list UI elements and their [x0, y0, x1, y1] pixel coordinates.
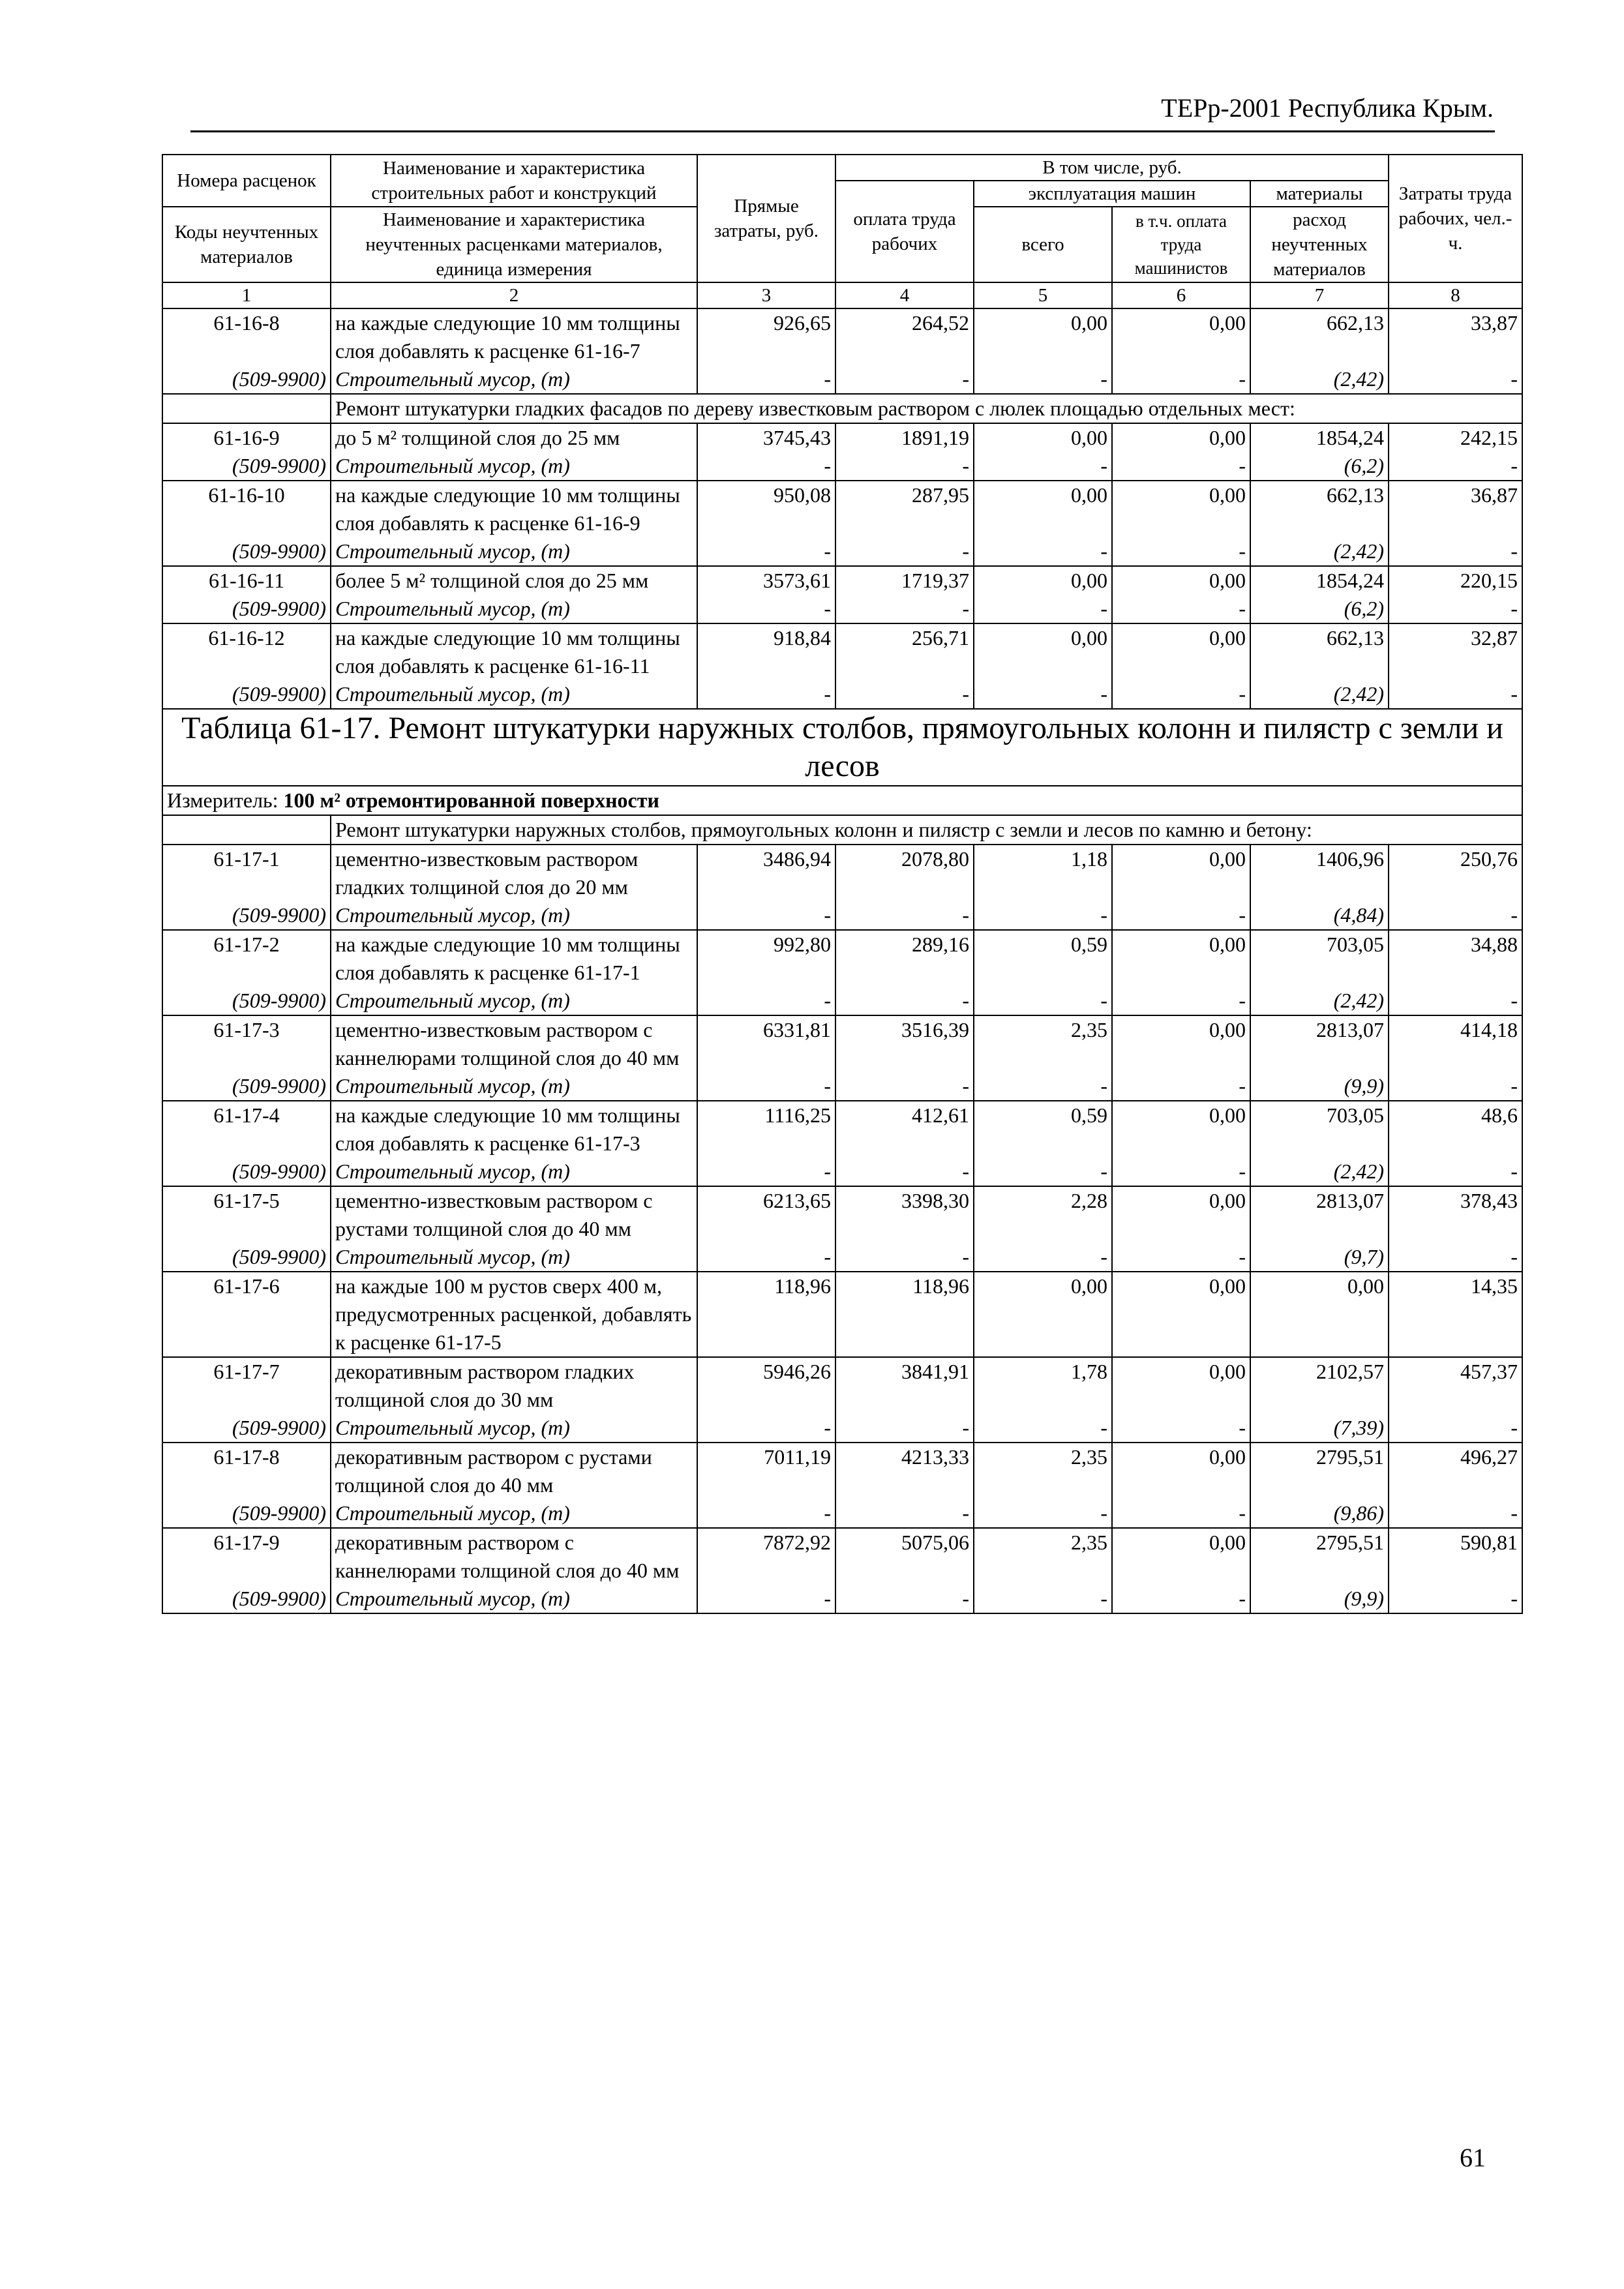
material-labor-pay: - — [835, 537, 974, 566]
table-row — [162, 308, 1522, 365]
material-rate-name: Строительный мусор, (т) — [331, 1585, 697, 1613]
material-machines-total: - — [974, 1585, 1112, 1613]
material-materials: (2,42) — [1250, 365, 1389, 394]
material-rate-name: Строительный мусор, (т) — [331, 1499, 697, 1528]
table-row — [162, 930, 1522, 987]
direct-cost: 5946,26 — [697, 1357, 835, 1414]
labor-hours: 34,88 — [1389, 930, 1522, 987]
material-rate-code: (509-9900) — [162, 595, 331, 623]
machines-total: 0,59 — [974, 1101, 1112, 1158]
material-machines-total: - — [974, 595, 1112, 623]
table-header — [162, 155, 1522, 308]
table-subrow — [162, 987, 1522, 1015]
table-row — [162, 423, 1522, 452]
rate-code: 61-16-10 — [162, 481, 331, 537]
material-machines-total: - — [974, 1414, 1112, 1443]
header-ekspluataciya: эксплуатация машин — [974, 181, 1250, 207]
material-labor-hours: - — [1389, 1158, 1522, 1186]
material-labor-pay: - — [835, 452, 974, 481]
table-subrow — [162, 1072, 1522, 1101]
rate-code: 61-17-6 — [162, 1272, 331, 1357]
table-subrow — [162, 901, 1522, 930]
machinist-pay: 0,00 — [1112, 566, 1250, 595]
machines-total: 0,00 — [974, 423, 1112, 452]
material-machinist-pay: - — [1112, 987, 1250, 1015]
col-number: 6 — [1112, 282, 1250, 308]
material-rate-code: (509-9900) — [162, 452, 331, 481]
material-labor-pay: - — [835, 595, 974, 623]
header-naimenovanie: Наименование и характеристика строительных работ и конструкций — [331, 155, 697, 207]
material-materials: (2,42) — [1250, 1158, 1389, 1186]
material-materials: (9,9) — [1250, 1585, 1389, 1613]
direct-cost: 6213,65 — [697, 1186, 835, 1243]
material-direct-cost: - — [697, 452, 835, 481]
rate-code: 61-16-8 — [162, 308, 331, 365]
table-row — [162, 845, 1522, 901]
material-rate-code: (509-9900) — [162, 1243, 331, 1272]
material-machines-total: - — [974, 365, 1112, 394]
material-rate-name: Строительный мусор, (т) — [331, 1072, 697, 1101]
measure — [162, 786, 1522, 815]
material-machines-total: - — [974, 987, 1112, 1015]
material-direct-cost: - — [697, 1414, 835, 1443]
material-rate-code: (509-9900) — [162, 365, 331, 394]
material-direct-cost: - — [697, 595, 835, 623]
material-labor-pay: - — [835, 987, 974, 1015]
rate-name: декоративным раствором с каннелюрами толщиной слоя до 40 мм — [331, 1528, 697, 1585]
labor-pay: 3398,30 — [835, 1186, 974, 1243]
material-labor-hours: - — [1389, 365, 1522, 394]
header-zatraty: Затраты труда рабочих, чел.-ч. — [1389, 155, 1522, 282]
rate-code: 61-17-7 — [162, 1357, 331, 1414]
material-rate-code: (509-9900) — [162, 987, 331, 1015]
labor-pay: 287,95 — [835, 481, 974, 537]
section-row — [162, 815, 1522, 845]
material-machines-total: - — [974, 901, 1112, 930]
material-rate-name: Строительный мусор, (т) — [331, 1243, 697, 1272]
machinist-pay: 0,00 — [1112, 930, 1250, 987]
materials: 2102,57 — [1250, 1357, 1389, 1414]
rate-name: цементно-известковым раствором с рустами толщиной слоя до 40 мм — [331, 1186, 697, 1243]
table-subrow — [162, 595, 1522, 623]
table-row — [162, 1272, 1522, 1357]
rate-name: на каждые следующие 10 мм толщины слоя добавлять к расценке 61-16-11 — [331, 623, 697, 680]
direct-cost: 7872,92 — [697, 1528, 835, 1585]
table-row — [162, 1015, 1522, 1072]
material-machinist-pay: - — [1112, 537, 1250, 566]
table-subrow — [162, 537, 1522, 566]
table-subrow — [162, 1585, 1522, 1613]
header-vsego: всего — [974, 207, 1112, 282]
labor-pay: 2078,80 — [835, 845, 974, 901]
materials: 2813,07 — [1250, 1015, 1389, 1072]
labor-pay: 5075,06 — [835, 1528, 974, 1585]
material-materials: (6,2) — [1250, 452, 1389, 481]
direct-cost: 1116,25 — [697, 1101, 835, 1158]
page-header: ТЕРр-2001 Республика Крым. — [1161, 93, 1494, 123]
material-materials: (2,42) — [1250, 987, 1389, 1015]
measure-label: Измеритель: — [167, 788, 278, 812]
material-machinist-pay: - — [1112, 1243, 1250, 1272]
machinist-pay: 0,00 — [1112, 1101, 1250, 1158]
labor-pay: 264,52 — [835, 308, 974, 365]
material-labor-hours: - — [1389, 1243, 1522, 1272]
material-machines-total: - — [974, 537, 1112, 566]
rate-code: 61-17-3 — [162, 1015, 331, 1072]
material-rate-code: (509-9900) — [162, 1158, 331, 1186]
material-machinist-pay: - — [1112, 365, 1250, 394]
machines-total: 0,00 — [974, 1272, 1112, 1357]
material-labor-hours: - — [1389, 1414, 1522, 1443]
material-rate-name: Строительный мусор, (т) — [331, 595, 697, 623]
section-row — [162, 394, 1522, 423]
material-labor-pay: - — [835, 680, 974, 709]
machines-total: 2,35 — [974, 1443, 1112, 1499]
material-rate-name: Строительный мусор, (т) — [331, 901, 697, 930]
material-labor-pay: - — [835, 1243, 974, 1272]
material-materials: (9,9) — [1250, 1072, 1389, 1101]
table-subrow — [162, 365, 1522, 394]
machines-total: 0,00 — [974, 308, 1112, 365]
direct-cost: 950,08 — [697, 481, 835, 537]
rate-name: на каждые следующие 10 мм толщины слоя добавлять к расценке 61-16-7 — [331, 308, 697, 365]
material-machinist-pay: - — [1112, 1158, 1250, 1186]
material-materials: (6,2) — [1250, 595, 1389, 623]
table-subrow — [162, 452, 1522, 481]
material-direct-cost: - — [697, 1585, 835, 1613]
machines-total: 1,78 — [974, 1357, 1112, 1414]
material-labor-hours: - — [1389, 1072, 1522, 1101]
material-labor-hours: - — [1389, 537, 1522, 566]
material-direct-cost: - — [697, 1499, 835, 1528]
machinist-pay: 0,00 — [1112, 423, 1250, 452]
section-title: Ремонт штукатурки гладких фасадов по дереву известковым раствором с люлек площадью отдельных мест: — [331, 394, 1522, 423]
material-labor-hours: - — [1389, 595, 1522, 623]
col-number: 3 — [697, 282, 835, 308]
table-subrow — [162, 1158, 1522, 1186]
material-rate-name: Строительный мусор, (т) — [331, 1414, 697, 1443]
table-row — [162, 566, 1522, 595]
table-row — [162, 1101, 1522, 1158]
material-machinist-pay: - — [1112, 1414, 1250, 1443]
material-labor-hours: - — [1389, 1499, 1522, 1528]
material-rate-code: (509-9900) — [162, 1072, 331, 1101]
materials: 2813,07 — [1250, 1186, 1389, 1243]
header-kody: Коды неучтенных материалов — [162, 207, 331, 282]
material-labor-pay: - — [835, 901, 974, 930]
machines-total: 2,28 — [974, 1186, 1112, 1243]
rate-name: на каждые следующие 10 мм толщины слоя добавлять к расценке 61-16-9 — [331, 481, 697, 537]
labor-pay: 289,16 — [835, 930, 974, 987]
material-labor-pay: - — [835, 1499, 974, 1528]
rate-code: 61-17-8 — [162, 1443, 331, 1499]
rate-code: 61-17-4 — [162, 1101, 331, 1158]
labor-pay: 1891,19 — [835, 423, 974, 452]
material-direct-cost: - — [697, 537, 835, 566]
machinist-pay: 0,00 — [1112, 845, 1250, 901]
material-machines-total: - — [974, 1158, 1112, 1186]
labor-hours: 32,87 — [1389, 623, 1522, 680]
rate-code: 61-17-9 — [162, 1528, 331, 1585]
direct-cost: 3573,61 — [697, 566, 835, 595]
material-direct-cost: - — [697, 1158, 835, 1186]
material-materials: (2,42) — [1250, 680, 1389, 709]
materials: 662,13 — [1250, 308, 1389, 365]
machinist-pay: 0,00 — [1112, 1357, 1250, 1414]
rate-name: до 5 м² толщиной слоя до 25 мм — [331, 423, 697, 452]
rate-code: 61-16-9 — [162, 423, 331, 452]
table-body — [162, 308, 1522, 1613]
header-nomera: Номера расценок — [162, 155, 331, 207]
labor-pay: 118,96 — [835, 1272, 974, 1357]
section-spacer — [162, 394, 331, 423]
machinist-pay: 0,00 — [1112, 1528, 1250, 1585]
materials: 1406,96 — [1250, 845, 1389, 901]
machines-total: 0,59 — [974, 930, 1112, 987]
table-row — [162, 1186, 1522, 1243]
material-machinist-pay: - — [1112, 1072, 1250, 1101]
material-rate-name: Строительный мусор, (т) — [331, 452, 697, 481]
labor-pay: 3516,39 — [835, 1015, 974, 1072]
machines-total: 0,00 — [974, 566, 1112, 595]
material-direct-cost: - — [697, 987, 835, 1015]
machines-total: 2,35 — [974, 1015, 1112, 1072]
table-row — [162, 1443, 1522, 1499]
material-direct-cost: - — [697, 1072, 835, 1101]
materials: 1854,24 — [1250, 423, 1389, 452]
material-direct-cost: - — [697, 680, 835, 709]
material-rate-code: (509-9900) — [162, 901, 331, 930]
col-number: 5 — [974, 282, 1112, 308]
rates-table — [162, 154, 1523, 1614]
material-materials: (9,7) — [1250, 1243, 1389, 1272]
material-direct-cost: - — [697, 365, 835, 394]
material-materials: (4,84) — [1250, 901, 1389, 930]
material-labor-pay: - — [835, 1158, 974, 1186]
material-rate-code: (509-9900) — [162, 1414, 331, 1443]
table-subrow — [162, 680, 1522, 709]
rate-name: цементно-известковым раствором с каннелюрами толщиной слоя до 40 мм — [331, 1015, 697, 1072]
rate-name: более 5 м² толщиной слоя до 25 мм — [331, 566, 697, 595]
material-materials: (2,42) — [1250, 537, 1389, 566]
direct-cost: 118,96 — [697, 1272, 835, 1357]
measure-row — [162, 786, 1522, 815]
material-labor-hours: - — [1389, 987, 1522, 1015]
machinist-pay: 0,00 — [1112, 1272, 1250, 1357]
table-row — [162, 481, 1522, 537]
section-spacer — [162, 815, 331, 845]
machines-total: 1,18 — [974, 845, 1112, 901]
material-rate-name: Строительный мусор, (т) — [331, 365, 697, 394]
header-materialy: материалы — [1250, 181, 1389, 207]
material-rate-name: Строительный мусор, (т) — [331, 987, 697, 1015]
material-machines-total: - — [974, 680, 1112, 709]
direct-cost: 3745,43 — [697, 423, 835, 452]
table-subrow — [162, 1499, 1522, 1528]
header-vtch: в т.ч. оплата труда машинистов — [1112, 207, 1250, 282]
col-number: 7 — [1250, 282, 1389, 308]
header-rule — [190, 130, 1495, 132]
table-row — [162, 1528, 1522, 1585]
machinist-pay: 0,00 — [1112, 1443, 1250, 1499]
header-oplata: оплата труда рабочих — [835, 181, 974, 282]
table-row — [162, 623, 1522, 680]
col-number: 1 — [162, 282, 331, 308]
materials: 703,05 — [1250, 1101, 1389, 1158]
labor-hours: 414,18 — [1389, 1015, 1522, 1072]
material-rate-name: Строительный мусор, (т) — [331, 1158, 697, 1186]
labor-hours: 457,37 — [1389, 1357, 1522, 1414]
table-row — [162, 1357, 1522, 1414]
section-title: Ремонт штукатурки наружных столбов, прямоугольных колонн и пилястр с земли и лесов по камню и бетону: — [331, 815, 1522, 845]
material-labor-pay: - — [835, 1414, 974, 1443]
direct-cost: 918,84 — [697, 623, 835, 680]
header-rashod: расход неучтенных материалов — [1250, 207, 1389, 282]
material-rate-name: Строительный мусор, (т) — [331, 680, 697, 709]
table-subrow — [162, 1243, 1522, 1272]
labor-hours: 14,35 — [1389, 1272, 1522, 1357]
material-direct-cost: - — [697, 1243, 835, 1272]
materials: 2795,51 — [1250, 1443, 1389, 1499]
rate-code: 61-17-1 — [162, 845, 331, 901]
materials: 703,05 — [1250, 930, 1389, 987]
material-machinist-pay: - — [1112, 595, 1250, 623]
material-labor-pay: - — [835, 1585, 974, 1613]
materials: 662,13 — [1250, 623, 1389, 680]
material-labor-hours: - — [1389, 680, 1522, 709]
material-labor-pay: - — [835, 1072, 974, 1101]
page-number: 61 — [1460, 2143, 1486, 2172]
rate-name: на каждые следующие 10 мм толщины слоя добавлять к расценке 61-17-1 — [331, 930, 697, 987]
rate-name: декоративным раствором с рустами толщиной слоя до 40 мм — [331, 1443, 697, 1499]
direct-cost: 7011,19 — [697, 1443, 835, 1499]
machines-total: 2,35 — [974, 1528, 1112, 1585]
material-materials: (7,39) — [1250, 1414, 1389, 1443]
material-rate-name: Строительный мусор, (т) — [331, 537, 697, 566]
material-direct-cost: - — [697, 901, 835, 930]
material-labor-hours: - — [1389, 901, 1522, 930]
material-materials: (9,86) — [1250, 1499, 1389, 1528]
labor-hours: 250,76 — [1389, 845, 1522, 901]
direct-cost: 6331,81 — [697, 1015, 835, 1072]
labor-hours: 590,81 — [1389, 1528, 1522, 1585]
machinist-pay: 0,00 — [1112, 308, 1250, 365]
material-machines-total: - — [974, 1243, 1112, 1272]
machinist-pay: 0,00 — [1112, 623, 1250, 680]
materials: 1854,24 — [1250, 566, 1389, 595]
header-pryamye: Прямые затраты, руб. — [697, 155, 835, 282]
labor-hours: 33,87 — [1389, 308, 1522, 365]
material-labor-hours: - — [1389, 452, 1522, 481]
rate-code: 61-16-12 — [162, 623, 331, 680]
material-rate-code: (509-9900) — [162, 1585, 331, 1613]
direct-cost: 3486,94 — [697, 845, 835, 901]
rate-name: на каждые 100 м рустов сверх 400 м, предусмотренных расценкой, добавлять к расценке 61-17-5 — [331, 1272, 697, 1357]
labor-hours: 220,15 — [1389, 566, 1522, 595]
labor-pay: 412,61 — [835, 1101, 974, 1158]
col-number: 8 — [1389, 282, 1522, 308]
header-naim-neucht: Наименование и характеристика неучтенных расценками материалов, единица измерения — [331, 207, 697, 282]
materials: 0,00 — [1250, 1272, 1389, 1357]
material-labor-pay: - — [835, 365, 974, 394]
labor-hours: 48,6 — [1389, 1101, 1522, 1158]
material-rate-code: (509-9900) — [162, 680, 331, 709]
labor-pay: 4213,33 — [835, 1443, 974, 1499]
rate-code: 61-16-11 — [162, 566, 331, 595]
machinist-pay: 0,00 — [1112, 481, 1250, 537]
machines-total: 0,00 — [974, 623, 1112, 680]
direct-cost: 926,65 — [697, 308, 835, 365]
labor-hours: 36,87 — [1389, 481, 1522, 537]
rate-code: 61-17-5 — [162, 1186, 331, 1243]
header-v-tom-chisle: В том числе, руб. — [835, 155, 1389, 181]
labor-pay: 256,71 — [835, 623, 974, 680]
material-machines-total: - — [974, 452, 1112, 481]
materials: 662,13 — [1250, 481, 1389, 537]
material-machinist-pay: - — [1112, 1499, 1250, 1528]
labor-pay: 3841,91 — [835, 1357, 974, 1414]
labor-hours: 496,27 — [1389, 1443, 1522, 1499]
material-machinist-pay: - — [1112, 680, 1250, 709]
material-rate-code: (509-9900) — [162, 1499, 331, 1528]
labor-pay: 1719,37 — [835, 566, 974, 595]
material-rate-code: (509-9900) — [162, 537, 331, 566]
rate-name: декоративным раствором гладких толщиной слоя до 30 мм — [331, 1357, 697, 1414]
material-machinist-pay: - — [1112, 1585, 1250, 1613]
col-number: 4 — [835, 282, 974, 308]
labor-hours: 242,15 — [1389, 423, 1522, 452]
table-subrow — [162, 1414, 1522, 1443]
rate-name: цементно-известковым раствором гладких толщиной слоя до 20 мм — [331, 845, 697, 901]
material-machines-total: - — [974, 1072, 1112, 1101]
col-number: 2 — [331, 282, 697, 308]
machinist-pay: 0,00 — [1112, 1186, 1250, 1243]
machines-total: 0,00 — [974, 481, 1112, 537]
rate-name: на каждые следующие 10 мм толщины слоя добавлять к расценке 61-17-3 — [331, 1101, 697, 1158]
materials: 2795,51 — [1250, 1528, 1389, 1585]
material-labor-hours: - — [1389, 1585, 1522, 1613]
direct-cost: 992,80 — [697, 930, 835, 987]
rate-code: 61-17-2 — [162, 930, 331, 987]
table-title: Таблица 61-17. Ремонт штукатурки наружных столбов, прямоугольных колонн и пилястр с земли и лесов — [162, 709, 1522, 786]
material-machinist-pay: - — [1112, 901, 1250, 930]
machinist-pay: 0,00 — [1112, 1015, 1250, 1072]
labor-hours: 378,43 — [1389, 1186, 1522, 1243]
material-machinist-pay: - — [1112, 452, 1250, 481]
table-title-row — [162, 709, 1522, 786]
material-machines-total: - — [974, 1499, 1112, 1528]
measure-value: 100 м² отремонтированной поверхности — [283, 788, 659, 812]
